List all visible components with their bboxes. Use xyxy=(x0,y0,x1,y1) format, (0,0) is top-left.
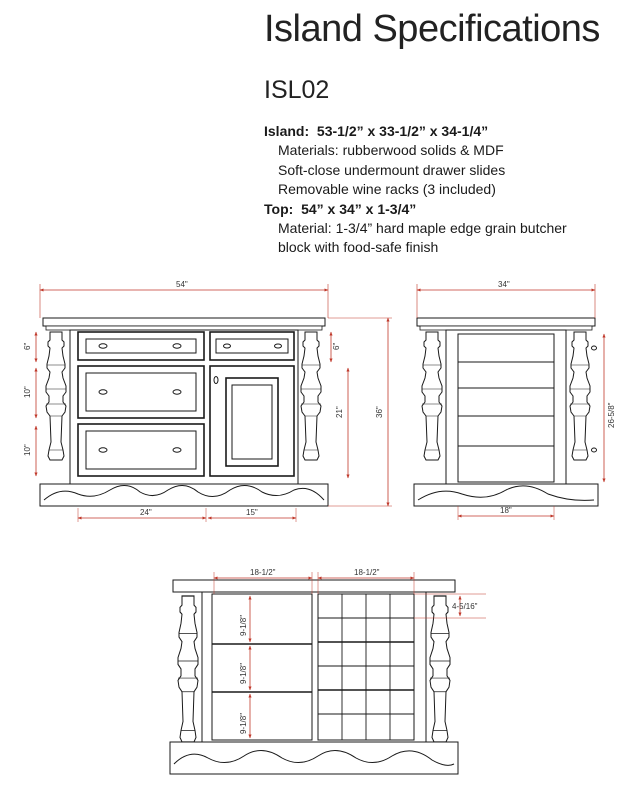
dim-drawer-bot: 10" xyxy=(23,444,32,456)
island-detail: Materials: rubberwood solids & MDF xyxy=(278,142,504,159)
island-detail: Removable wine racks (3 included) xyxy=(278,181,496,198)
dim-front-width: 54" xyxy=(176,280,188,289)
side-view xyxy=(414,318,598,506)
dim-shelf-3: 9-1/8" xyxy=(239,712,248,734)
island-size: 53-1/2” x 33-1/2” x 34-1/4” xyxy=(316,123,489,139)
dim-shelf-1: 9-1/8" xyxy=(239,614,248,636)
dim-side-height: 26-5/8" xyxy=(607,402,616,428)
model-number: ISL02 xyxy=(264,76,330,104)
top-size: 54” x 34” x 1-3/4” xyxy=(301,200,417,217)
dim-back-right: 18-1/2" xyxy=(354,568,380,577)
island-label: Island: xyxy=(264,123,310,139)
dim-right-width: 15" xyxy=(246,508,258,517)
top-detail: block with food-safe finish xyxy=(278,239,439,256)
dim-right-drawer: 6" xyxy=(332,342,341,350)
dim-back-left: 18-1/2" xyxy=(250,568,276,577)
page-title: Island Specifications xyxy=(264,8,600,50)
front-view xyxy=(40,318,328,506)
dim-side-depth: 34" xyxy=(498,280,510,289)
dim-left-width: 24" xyxy=(140,508,152,517)
top-detail: Material: 1-3/4” hard maple edge grain butcher xyxy=(278,220,567,237)
island-detail: Soft-close undermount drawer slides xyxy=(278,161,506,178)
back-view xyxy=(170,580,458,774)
dim-drawer-top: 6" xyxy=(23,342,32,350)
dim-shelf-2: 9-1/8" xyxy=(239,662,248,684)
top-label: Top: xyxy=(264,200,294,217)
dim-rack-cell: 4-5/16" xyxy=(452,602,478,611)
dim-side-inner: 18" xyxy=(500,506,512,515)
dim-door-height: 21" xyxy=(335,406,344,418)
dim-drawer-mid: 10" xyxy=(23,386,32,398)
dim-total-height: 36" xyxy=(375,406,384,418)
